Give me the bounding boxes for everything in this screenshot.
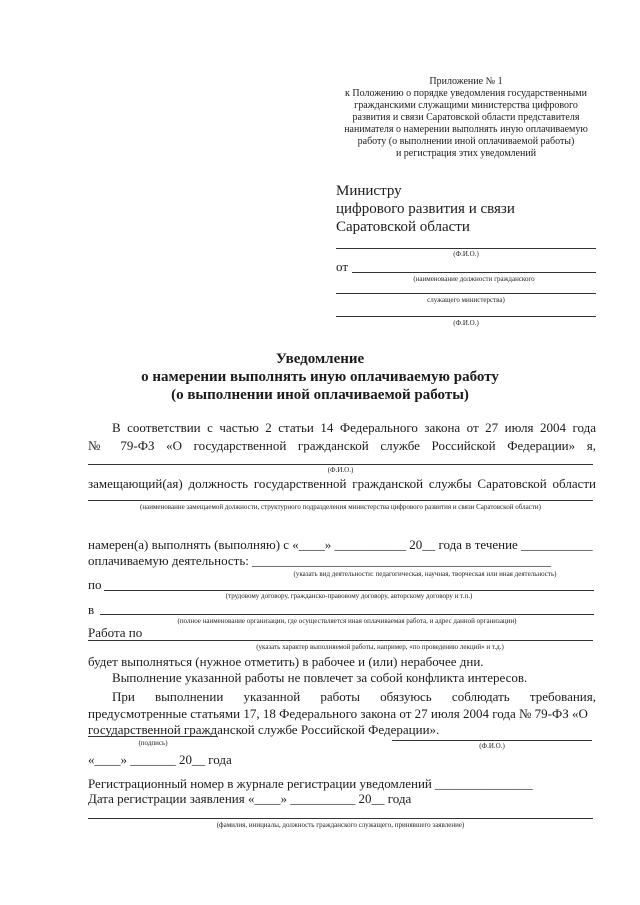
registration-number: Регистрационный номер в журнале регистрации уведомлений _______________ (88, 776, 533, 791)
appendix-line: к Положению о порядке уведомления государственными (345, 88, 587, 99)
position-line (88, 500, 593, 501)
conflict-text: Выполнение указанной работы не повлечет за собой конфликта интересов. (112, 670, 528, 685)
appendix-line: и регистрация этих уведомлений (395, 148, 537, 159)
hours-text: будет выполняться (нужное отметить) в рабочее и (или) нерабочее дни. (88, 654, 484, 669)
oblige-text: государственной гражданской службе Российской Федерации». (88, 722, 440, 737)
signature-line (88, 736, 218, 737)
fio-caption: (Ф.И.О.) (453, 319, 479, 327)
v-label: в (88, 602, 95, 617)
fio-line (88, 464, 593, 465)
oblige-text: предусмотренные статьями 17, 18 Федерального закона от 27 июля 2004 года № 79-ФЗ «О (88, 706, 588, 721)
po-label: по (88, 577, 102, 592)
minister-fio-line (336, 248, 596, 249)
registrar-caption: (фамилия, инициалы, должность гражданского служащего, принявшего заявление) (216, 821, 465, 829)
position-line (336, 293, 596, 294)
addressee-line: Министру (336, 183, 402, 199)
signer-fio-line (392, 740, 592, 741)
from-line (352, 272, 596, 273)
body-line: В соответствии с частью 2 статьи 14 Федерального закона от 27 июля 2004 года (112, 420, 596, 435)
intent-text: намерен(а) выполнять (выполняю) с «____» ___________ 20__ года в течение ___________ (88, 537, 593, 552)
body-text (88, 438, 596, 454)
addressee-line: цифрового развития и связи (336, 201, 515, 217)
document-title: Уведомление (275, 351, 365, 367)
from-label: от (336, 259, 349, 274)
appendix-title: Приложение № 1 (429, 76, 503, 87)
signature-caption: (подпись) (138, 739, 168, 747)
document-subtitle: о намерении выполнять иную оплачиваемую работу (141, 369, 499, 385)
body-text (112, 689, 596, 705)
employee-fio-line (336, 316, 596, 317)
appendix-line: развития и связи Саратовской области представителя (352, 112, 580, 123)
oblige-text: При выполнении указанной работы обязуюсь соблюдать требования, (112, 689, 596, 704)
appendix-line: работу (о выполнении иной оплачиваемой работы) (357, 136, 575, 147)
appendix-line: гражданскими служащими министерства цифрового (354, 100, 578, 111)
registrar-line (88, 818, 593, 819)
addressee-line: Саратовской области (336, 219, 470, 235)
body-text (112, 420, 596, 436)
v-line-2 (88, 640, 593, 641)
position-caption: (наименование должности гражданского (413, 275, 535, 283)
position-caption: (наименование замещаемой должности, структурного подразделения министерства цифрового развития и связи Саратовской области) (140, 503, 541, 511)
fio-caption: (Ф.И.О.) (479, 742, 505, 750)
activity-caption: (указать вид деятельности: педагогическая, научная, творческая или иная деятельность) (293, 570, 557, 578)
appendix-line: нанимателя о намерении выполнять иную оплачиваемую (344, 124, 588, 135)
position-caption: служащего министерства) (427, 296, 505, 304)
fio-caption: (Ф.И.О.) (453, 250, 479, 258)
activity-label: оплачиваемую деятельность: ______________________________________________ (88, 553, 552, 568)
sign-date: «____» _______ 20__ года (88, 752, 232, 767)
document-subtitle: (о выполнении иной оплачиваемой работы) (171, 387, 469, 403)
v-caption: (полное наименование организации, где осуществляется иная оплачиваемая работа, и адрес данной организации) (177, 617, 517, 625)
po-caption: (трудовому договору, гражданско-правовому договору, авторскому договору и т.п.) (225, 592, 473, 600)
work-label: Работа по (88, 625, 143, 640)
position-text: замещающий(ая) должность государственной гражданской службы Саратовской области (88, 476, 596, 491)
fio-caption: (Ф.И.О.) (327, 466, 354, 474)
v-line (100, 614, 594, 615)
registration-date: Дата регистрации заявления «____» __________ 20__ года (88, 791, 412, 806)
body-text (88, 476, 596, 492)
work-caption: (указать характер выполняемой работы, например, «по проведению лекций» и т.д.) (256, 643, 504, 651)
body-line: № 79-ФЗ «О государственной гражданской службе Российской Федерации» я, (88, 438, 596, 453)
po-line (104, 590, 594, 591)
